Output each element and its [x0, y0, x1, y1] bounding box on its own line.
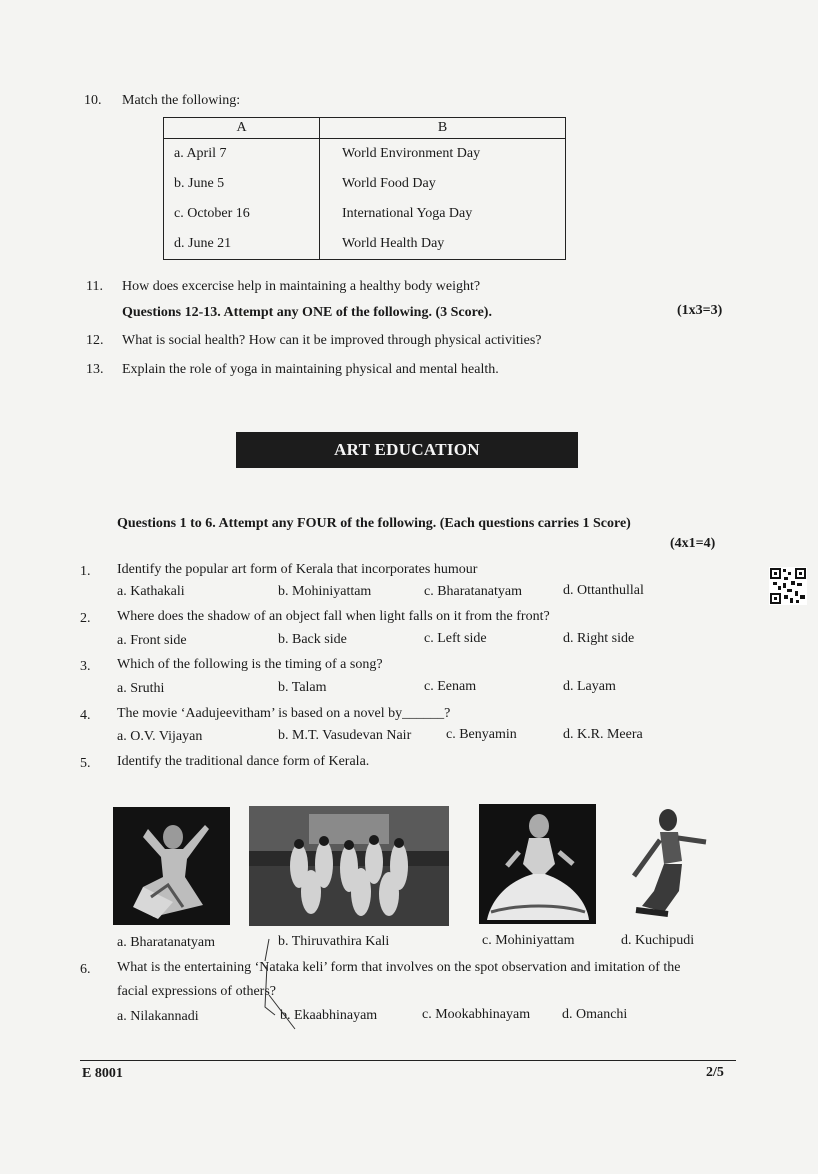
table-row — [164, 169, 566, 199]
section-banner: ART EDUCATION — [236, 432, 578, 468]
option: b. Talam — [278, 680, 327, 695]
option: d. Right side — [563, 631, 635, 646]
section-instruction: Questions 12-13. Attempt any ONE of the following. (3 Score). — [122, 305, 492, 320]
table-cell: World Food Day — [320, 169, 566, 199]
table-row — [164, 199, 566, 229]
table-cell: World Health Day — [320, 229, 566, 260]
option: a. Kathakali — [117, 584, 185, 599]
page-number: 2/5 — [706, 1065, 724, 1080]
dance-photo-kuchipudi — [624, 806, 714, 918]
column-header-b: B — [320, 118, 566, 139]
option: b. M.T. Vasudevan Nair — [278, 728, 412, 743]
question-text: What is social health? How can it be improved through physical activities? — [122, 333, 542, 348]
question-text: Where does the shadow of an object fall when light falls on it from the front? — [117, 609, 550, 624]
footer-divider — [80, 1060, 736, 1061]
question-text: Match the following: — [122, 93, 241, 108]
option: c. Mookabhinayam — [422, 1007, 531, 1022]
option: d. K.R. Meera — [563, 727, 643, 742]
question-number: 3. — [80, 659, 91, 674]
question-number: 10. — [84, 93, 102, 108]
table-cell: c. October 16 — [164, 199, 320, 229]
section-score: (1x3=3) — [677, 303, 723, 318]
option: c. Mohiniyattam — [482, 933, 575, 948]
table-cell: d. June 21 — [164, 229, 320, 260]
question-text: What is the entertaining ‘Nataka keli’ form that involves on the spot observation and imitation of the — [117, 960, 681, 975]
pen-mark — [255, 935, 315, 1035]
table-cell: World Environment Day — [320, 139, 566, 170]
question-text-continued: facial expressions of others? — [117, 984, 276, 999]
option: b. Back side — [278, 632, 347, 647]
question-number: 12. — [86, 333, 104, 348]
dance-photo-thiruvathira — [249, 806, 449, 926]
option: a. Nilakannadi — [117, 1009, 199, 1024]
table-cell: a. April 7 — [164, 139, 320, 170]
option: d. Layam — [563, 679, 616, 694]
option: d. Ottanthullal — [563, 583, 644, 598]
table-row — [164, 229, 566, 260]
table-cell: International Yoga Day — [320, 199, 566, 229]
column-header-a: A — [164, 118, 320, 139]
question-number: 11. — [86, 279, 103, 294]
question-text: How does excercise help in maintaining a healthy body weight? — [122, 279, 481, 294]
option: a. Front side — [117, 633, 187, 648]
dance-photo-mohiniyattam — [479, 804, 596, 924]
question-text: Identify the popular art form of Kerala that incorporates humour — [117, 562, 478, 577]
option: a. O.V. Vijayan — [117, 729, 203, 744]
option: b. Thiruvathira Kali — [278, 934, 390, 949]
question-number: 2. — [80, 611, 91, 626]
section-score: (4x1=4) — [670, 536, 716, 551]
question-text: Identify the traditional dance form of Kerala. — [117, 754, 370, 769]
option: c. Bharatanatyam — [424, 584, 522, 599]
question-text: The movie ‘Aadujeevitham’ is based on a novel by______? — [117, 706, 451, 721]
paper-code: E 8001 — [82, 1066, 123, 1081]
option: d. Omanchi — [562, 1007, 628, 1022]
option: c. Left side — [424, 631, 487, 646]
question-number: 6. — [80, 962, 91, 977]
question-number: 4. — [80, 708, 91, 723]
question-number: 5. — [80, 756, 91, 771]
question-text: Explain the role of yoga in maintaining physical and mental health. — [122, 362, 499, 377]
question-number: 13. — [86, 362, 104, 377]
option: c. Eenam — [424, 679, 477, 694]
question-text: Which of the following is the timing of a song? — [117, 657, 383, 672]
table-row — [164, 139, 566, 170]
option: b. Ekaabhinayam — [280, 1008, 378, 1023]
option: c. Benyamin — [446, 727, 517, 742]
table-cell: b. June 5 — [164, 169, 320, 199]
qr-code-icon — [769, 567, 807, 605]
question-number: 1. — [80, 564, 91, 579]
option: a. Bharatanatyam — [117, 935, 215, 950]
option: b. Mohiniyattam — [278, 584, 372, 599]
dance-photo-bharatanatyam — [113, 807, 230, 925]
option: a. Sruthi — [117, 681, 165, 696]
section-instruction: Questions 1 to 6. Attempt any FOUR of the following. (Each questions carries 1 Score) — [117, 516, 631, 531]
option: d. Kuchipudi — [621, 933, 695, 948]
match-table — [163, 117, 566, 260]
